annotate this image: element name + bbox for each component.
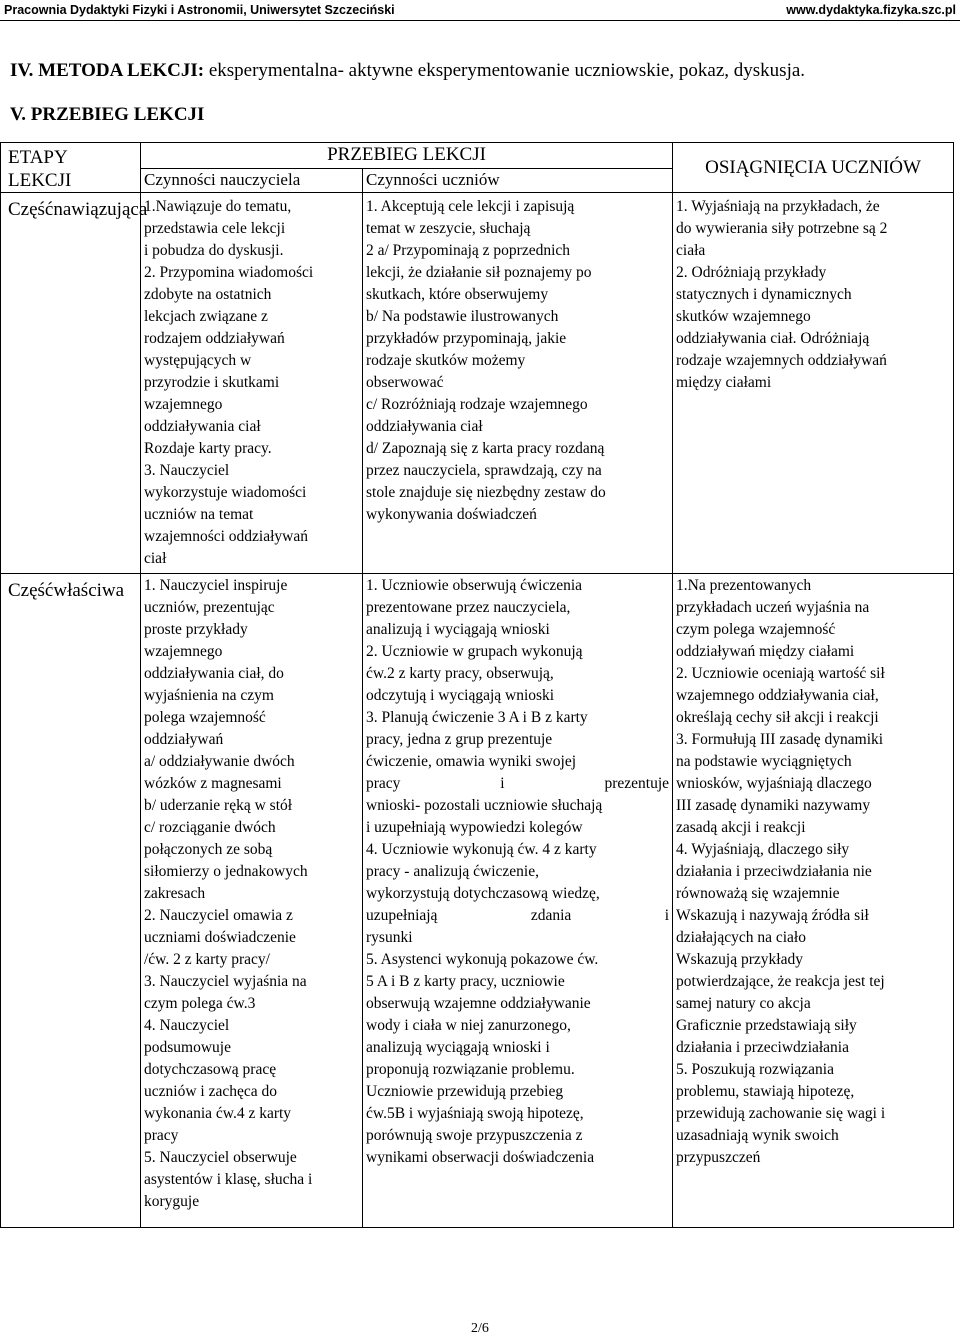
table-row [1,574,954,1228]
students-line: prezentowane przez nauczyciela, [366,599,571,616]
achievements-line: Wskazują i nazywają źródła sił [676,907,869,924]
achievements-line: wniosków, wyjaśniają dlaczego [676,775,872,792]
header-stages [1,143,141,193]
students-line: pracy - analizują ćwiczenie, [366,863,539,880]
achievements-line: rodzaje wzajemnych oddziaływań [676,352,887,369]
achievements-line: Wskazują przykłady [676,951,803,968]
section-lesson-course [10,104,204,126]
stage-line: Część [8,580,54,601]
stage-line: właściwa [53,580,125,601]
header-stages-line1: ETAPY [8,147,68,168]
achievements-line: działania i przeciwdziałania nie [676,863,872,880]
students-line: c/ Rozróżniają rodzaje wzajemnego [366,396,588,413]
students-line: d/ Zapoznają się z karta pracy rozdaną [366,440,605,457]
teacher-line: uczniami doświadczenie [144,929,296,946]
students-line: wykorzystują dotychczasową wiedzę, [366,885,600,902]
students-line: analizują wyciągają wnioski i [366,1039,550,1056]
achievements-line: 2. Odróżniają przykłady [676,264,827,281]
teacher-line: uczniów i zachęca do [144,1083,277,1100]
teacher-cell [141,574,363,1228]
students-line: analizują i wyciągają wnioski [366,621,550,638]
section-iv-text: eksperymentalna- aktywne eksperymentowanie uczniowskie, pokaz, dyskusja. [208,60,806,81]
achievements-line: 4. Wyjaśniają, dlaczego siły [676,841,850,858]
header-student-activities: Czynności uczniów [363,168,673,192]
achievements-line: samej natury co akcja [676,995,811,1012]
achievements-line: działających na ciało [676,929,806,946]
students-line: lekcji, że działanie sił poznajemy po [366,264,592,281]
achievements-line: Graficznie przedstawiają siły [676,1017,857,1034]
students-line: 2 a/ Przypominają z poprzednich [366,242,571,259]
teacher-line: 1.Nawiązuje do tematu, [144,198,292,215]
teacher-line: przedstawia cele lekcji [144,220,286,237]
teacher-line: wykonania ćw.4 z karty [144,1105,292,1122]
students-line: temat w zeszycie, słuchają [366,220,531,237]
teacher-line: uczniów na temat [144,506,254,523]
students-line: pracy, jedna z grup prezentuje [366,731,553,748]
teacher-line: uczniów, prezentując [144,599,275,616]
teacher-line: podsumowuje [144,1039,231,1056]
teacher-line: koryguje [144,1193,200,1210]
teacher-line: dotychczasową pracę [144,1061,277,1078]
teacher-line: przyrodzie i skutkami [144,374,280,391]
teacher-line: siłomierzy o jednakowych [144,863,308,880]
achievements-line: 5. Poszukują rozwiązania [676,1061,834,1078]
header-stages-line2: LEKCJI [8,170,72,191]
teacher-line: zakresach [144,885,206,902]
achievements-cell [673,193,954,574]
students-line: 5. Asystenci wykonują pokazowe ćw. [366,951,599,968]
teacher-line: wzajemności oddziaływań [144,528,308,545]
teacher-line: ciał [144,550,167,567]
students-line: ćw.5B i wyjaśniają swoją hipotezę, [366,1105,584,1122]
teacher-line: oddziaływań [144,731,224,748]
stage-line: Część [8,199,54,220]
achievements-line: statycznych i dynamicznych [676,286,852,303]
students-line: odczytują i wyciągają wnioski [366,687,555,704]
achievements-line: 3. Formułują III zasadę dynamiki [676,731,884,748]
students-line: rysunki [366,929,413,946]
students-line: wody i ciała w niej zanurzonego, [366,1017,571,1034]
achievements-cell [673,574,954,1228]
header-rule [0,20,960,21]
teacher-line: wykorzystuje wiadomości [144,484,307,501]
teacher-line: wzajemnego [144,643,223,660]
students-line: wynikami obserwacji doświadczenia [366,1149,595,1166]
students-line: i uzupełniają wypowiedzi kolegów [366,819,583,836]
achievements-line: potwierdzające, że reakcja jest tej [676,973,885,990]
teacher-line: czym polega ćw.3 [144,995,256,1012]
achievements-line: 1.Na prezentowanych [676,577,812,594]
teacher-line: wzajemnego [144,396,223,413]
students-line: obserwują wzajemne oddziaływanie [366,995,591,1012]
achievements-line: 1. Wyjaśniają na przykładach, że [676,198,880,215]
achievements-line: czym polega wzajemność [676,621,836,638]
students-cell [363,193,673,574]
teacher-line: 3. Nauczyciel [144,462,230,479]
teacher-line: oddziaływania ciał [144,418,261,435]
teacher-cell [141,193,363,574]
students-line: ćwiczenie, omawia wyniki swojej [366,753,577,770]
teacher-line: pracy [144,1127,179,1144]
teacher-line: 2. Przypomina wiadomości [144,264,314,281]
header-achievements: OSIĄGNIĘCIA UCZNIÓW [673,143,954,193]
teacher-line: 1. Nauczyciel inspiruje [144,577,288,594]
students-line: proponują rozwiązanie problemu. [366,1061,575,1078]
students-line: wykonywania doświadczeń [366,506,537,523]
header-teacher-activities: Czynności nauczyciela [141,168,363,192]
teacher-line: 4. Nauczyciel [144,1017,230,1034]
section-iv-label: IV. METODA LEKCJI: [10,60,205,81]
achievements-line: uzasadniają wynik swoich [676,1127,839,1144]
achievements-line: wzajemnego oddziaływania ciał, [676,687,879,704]
teacher-line: a/ oddziaływanie dwóch [144,753,295,770]
achievements-line: 2. Uczniowie oceniają wartość sił [676,665,885,682]
students-line: obserwować [366,374,444,391]
achievements-line: skutków wzajemnego [676,308,811,325]
students-line: b/ Na podstawie ilustrowanych [366,308,559,325]
achievements-line: określają cechy sił akcji i reakcji [676,709,879,726]
teacher-line: proste przykłady [144,621,248,638]
achievements-line: zasadą akcji i reakcji [676,819,806,836]
stage-cell [1,193,148,574]
students-line: stole znajduje się niezbędny zestaw do [366,484,606,501]
header-website: www.dydaktyka.fizyka.szc.pl [786,3,956,17]
students-line: wnioski- pozostali uczniowie słuchają [366,797,603,814]
header-institution: Pracownia Dydaktyki Fizyki i Astronomii, Uniwersytet Szczeciński [4,3,395,17]
teacher-line: 3. Nauczyciel wyjaśnia na [144,973,307,990]
students-cell [363,574,673,1228]
students-line: oddziaływania ciał [366,418,483,435]
students-line: uzupełniają zdania i [366,907,670,924]
achievements-line: działania i przeciwdziałania [676,1039,849,1056]
students-line: 5 A i B z karty pracy, uczniowie [366,973,565,990]
teacher-line: 2. Nauczyciel omawia z [144,907,293,924]
stage-line: nawiązująca [53,199,148,220]
students-line: przykładów przypominają, jakie [366,330,567,347]
achievements-line: między ciałami [676,374,772,391]
students-line: porównują swoje przypuszczenia z [366,1127,583,1144]
teacher-line: wyjaśnienia na czym [144,687,274,704]
achievements-line: równoważą się wzajemnie [676,885,840,902]
students-line: pracy i prezentuje [366,775,670,792]
teacher-line: oddziaływania ciał, do [144,665,284,682]
students-line: skutkach, które obserwujemy [366,286,549,303]
teacher-line: c/ rozciąganie dwóch [144,819,276,836]
achievements-line: problemu, stawiają hipotezę, [676,1083,855,1100]
table-header-row [1,143,954,169]
teacher-line: b/ uderzanie ręką w stół [144,797,293,814]
teacher-line: lekcjach związane z [144,308,268,325]
teacher-line: 5. Nauczyciel obserwuje [144,1149,297,1166]
students-line: rodzaje skutków możemy [366,352,526,369]
achievements-line: przykładach uczeń wyjaśnia na [676,599,870,616]
section-lesson-method [10,60,805,82]
students-line: ćw.2 z karty pracy, obserwują, [366,665,554,682]
page-number: 2/6 [471,1321,489,1336]
achievements-line: oddziaływań między ciałami [676,643,855,660]
stage-cell [1,574,141,1228]
teacher-line: asystentów i klasę, słucha i [144,1171,313,1188]
achievements-line: na podstawie wyciągniętych [676,753,852,770]
students-line: 1. Akceptują cele lekcji i zapisują [366,198,575,215]
teacher-line: i pobudza do dyskusji. [144,242,284,259]
students-line: 4. Uczniowie wykonują ćw. 4 z karty [366,841,597,858]
teacher-line: połączonych ze sobą [144,841,273,858]
achievements-line: przewidują zachowanie się wagi i [676,1105,886,1122]
teacher-line: wózków z magnesami [144,775,282,792]
teacher-line: polega wzajemność [144,709,266,726]
students-line: 2. Uczniowie w grupach wykonują [366,643,583,660]
header-lesson-course: PRZEBIEG LEKCJI [141,143,673,169]
teacher-line: /ćw. 2 z karty pracy/ [144,951,270,968]
students-line: 3. Planują ćwiczenie 3 A i B z karty [366,709,588,726]
achievements-line: ciała [676,242,706,259]
teacher-line: zdobyte na ostatnich [144,286,272,303]
achievements-line: przypuszczeń [676,1149,761,1166]
section-v-label: V. PRZEBIEG LEKCJI [10,104,205,125]
students-line: przez nauczyciela, sprawdzają, czy na [366,462,602,479]
students-line: Uczniowie przewidują przebieg [366,1083,564,1100]
teacher-line: Rozdaje karty pracy. [144,440,272,457]
teacher-line: rodzajem oddziaływań [144,330,285,347]
page-header [0,0,960,22]
teacher-line: występujących w [144,352,252,369]
achievements-line: III zasadę dynamiki nazywamy [676,797,871,814]
achievements-line: do wywierania siły potrzebne są 2 [676,220,888,237]
students-line: 1. Uczniowie obserwują ćwiczenia [366,577,583,594]
lesson-plan-table [0,142,954,1228]
achievements-line: oddziaływania ciał. Odróżniają [676,330,870,347]
table-row [1,193,954,574]
